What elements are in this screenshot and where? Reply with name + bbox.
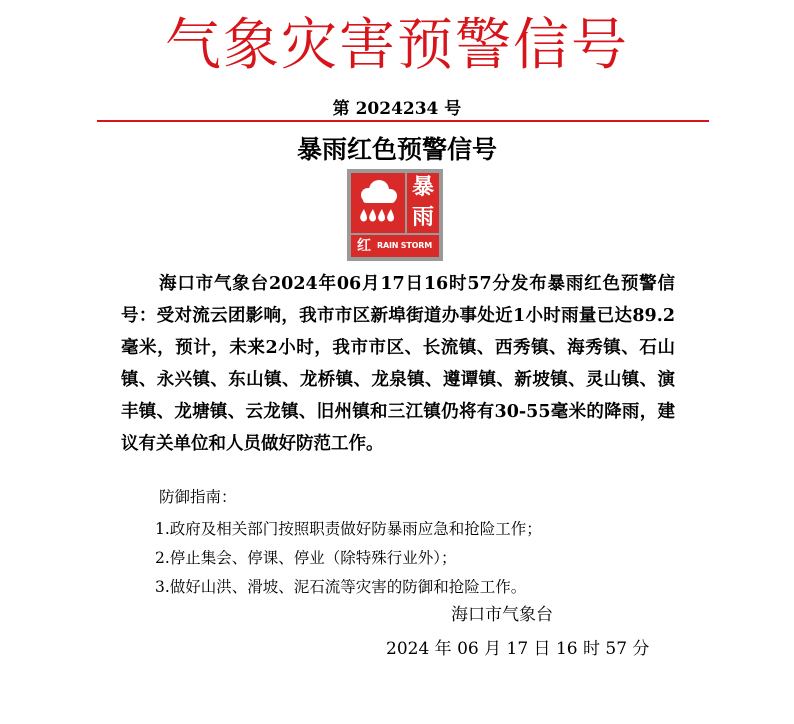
rainstorm-red-signal-icon	[347, 169, 443, 261]
warning-body-text: 海口市气象台2024年06月17日16时57分发布暴雨红色预警信号：受对流云团影响，我市市区新埠街道办事处近1小时雨量已达89.2毫米，预计，未来2小时，我市市区、长流镇、西秀镇、海秀镇、石山镇、永兴镇、东山镇、龙桥镇、龙泉镇、遵谭镇、新坡镇、灵山镇、演丰镇、龙塘镇、云龙镇、旧州镇和三江镇仍将有30-55毫米的降雨，建议有关单位和人员做好防范工作。	[121, 274, 675, 454]
page-title: 气象灾害预警信号	[165, 13, 629, 78]
signal-characters	[407, 173, 439, 233]
guide-item: 2.停止集会、停课、停业（除特殊行业外）；	[155, 549, 457, 567]
cloud-rain-drops-icon	[351, 173, 405, 233]
signal-char-bottom: 雨	[411, 205, 434, 230]
signature-date: 2024 年 06 月 17 日 16 时 57 分	[386, 639, 650, 659]
signal-label-bar	[351, 235, 439, 257]
issue-number: 第 2024234 号	[332, 99, 462, 119]
warning-title: 暴雨红色预警信号	[296, 135, 497, 164]
signature-agency: 海口市气象台	[451, 605, 553, 625]
signal-char-top: 暴	[411, 175, 434, 200]
guide-item: 3.做好山洪、滑坡、泥石流等灾害的防御和抢险工作。	[155, 578, 527, 596]
guide-item: 1.政府及相关部门按照职责做好防暴雨应急和抢险工作；	[155, 520, 542, 538]
rain-cloud-icon	[351, 173, 405, 233]
signal-english-label: RAIN STORM	[377, 241, 432, 250]
defense-guide-heading: 防御指南：	[159, 488, 237, 506]
signal-level-label: 红	[357, 238, 371, 254]
red-divider	[97, 120, 709, 122]
